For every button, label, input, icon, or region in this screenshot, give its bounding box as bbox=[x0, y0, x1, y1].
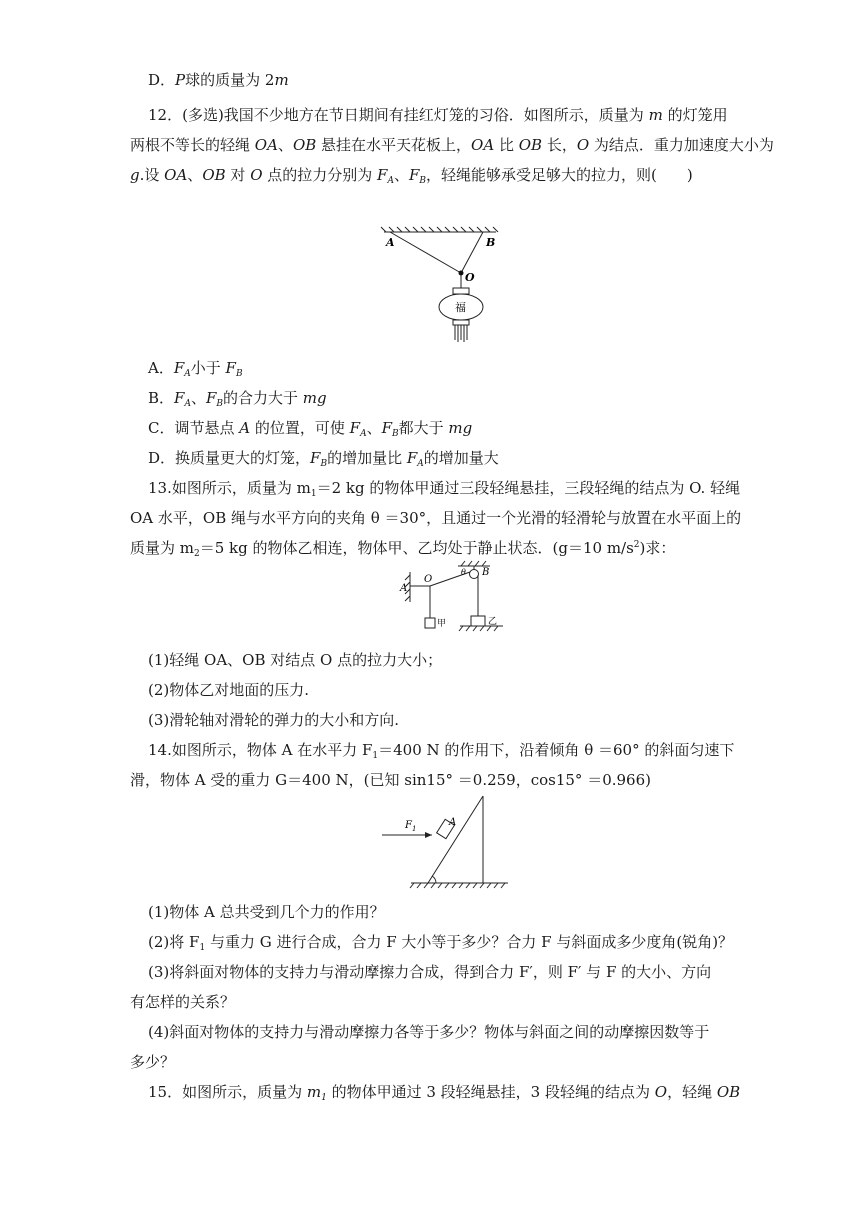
pulley-figure bbox=[398, 560, 518, 642]
q11-option-d: D．P球的质量为 2m bbox=[148, 71, 289, 89]
q14-sub4-line1: (4)斜面对物体的支持力与滑动摩擦力各等于多少？物体与斜面之间的动摩擦因数等于 bbox=[148, 1023, 710, 1041]
q12-stem-line3: g.设 OA、OB 对 O 点的拉力分别为 $F_A$、$F_B$，轻绳能够承受足够大的拉力，则( ) bbox=[130, 166, 693, 186]
q12-stem-line2: 两根不等长的轻绳 OA、OB 悬挂在水平天花板上，OA 比 OB 长，O 为结点．重力加速度大小为 bbox=[130, 136, 774, 154]
q13-sub1: (1)轻绳 OA、OB 对结点 O 点的拉力大小； bbox=[148, 651, 443, 669]
q14-sub4-line2: 多少？ bbox=[130, 1053, 176, 1071]
q13-sub3: (3)滑轮轴对滑轮的弹力的大小和方向. bbox=[148, 711, 400, 729]
q12-option-b: B．$F_A$、$F_B$的合力大于 mg bbox=[148, 389, 327, 409]
point-b-label: B bbox=[486, 236, 496, 249]
yi-label: 乙 bbox=[488, 617, 498, 627]
lantern-character: 福 bbox=[455, 301, 466, 314]
q12-option-a: A．$F_A$小于 $F_B$ bbox=[148, 359, 243, 379]
theta-label: θ bbox=[461, 568, 466, 577]
q12-option-d: D．换质量更大的灯笼，$F_B$的增加量比 $F_A$的增加量大 bbox=[148, 449, 499, 469]
point-a-label: A bbox=[386, 236, 395, 249]
jia-label: 甲 bbox=[437, 619, 447, 629]
q13-stem-line3: 质量为 $m_2=5$ kg 的物体乙相连，物体甲、乙均处于静止状态．(g＝10 $m/s^2$)求： bbox=[130, 539, 676, 559]
q14-sub1: (1)物体 A 总共受到几个力的作用？ bbox=[148, 903, 385, 921]
q12-stem-line1: 12．(多选)我国不少地方在节日期间有挂红灯笼的习俗．如图所示，质量为 m 的灯笼用 bbox=[148, 106, 728, 124]
point-o-label: O bbox=[465, 271, 475, 284]
q13-stem-line1: 13.如图所示，质量为 $m_1=2$ kg 的物体甲通过三段轻绳悬挂，三段轻绳的结点为 O. 轻绳 bbox=[148, 479, 741, 499]
lantern-figure bbox=[378, 226, 508, 346]
q14-sub3-line1: (3)将斜面对物体的支持力与滑动摩擦力合成，得到合力 F′，则 F′ 与 F 的大小、方向 bbox=[148, 963, 712, 981]
q14-sub2: (2)将 $F_1$ 与重力 G 进行合成，合力 F 大小等于多少？合力 F 与斜面成多少度角(锐角)？ bbox=[148, 933, 734, 953]
q14-sub3-line2: 有怎样的关系？ bbox=[130, 993, 236, 1011]
q15-stem-line1: 15．如图所示，质量为 $m_1$ 的物体甲通过 3 段轻绳悬挂，3 段轻绳的结点为 O，轻绳 OB bbox=[148, 1083, 741, 1103]
q13-sub2: (2)物体乙对地面的压力. bbox=[148, 681, 310, 699]
point-o-label: O bbox=[424, 574, 433, 585]
point-b-label: B bbox=[482, 567, 490, 578]
point-a-label: A bbox=[400, 583, 408, 594]
incline-figure bbox=[378, 792, 513, 890]
q14-stem-line1: 14.如图所示，物体 A 在水平力 $F_1=400$ N 的作用下，沿着倾角 θ ＝60° 的斜面匀速下 bbox=[148, 741, 735, 761]
q13-stem-line2: OA 水平，OB 绳与水平方向的夹角 θ ＝30°，且通过一个光滑的轻滑轮与放置在水平面上的 bbox=[130, 509, 742, 527]
block-a-label: A bbox=[449, 817, 457, 828]
q12-option-c: C．调节悬点 A 的位置，可使 $F_A$、$F_B$都大于 mg bbox=[148, 419, 473, 439]
force-f1-label: $F_1$ bbox=[405, 820, 417, 833]
q14-stem-line2: 滑，物体 A 受的重力 G＝400 N，(已知 sin15° ＝0.259，cos15° ＝0.966) bbox=[130, 771, 651, 789]
